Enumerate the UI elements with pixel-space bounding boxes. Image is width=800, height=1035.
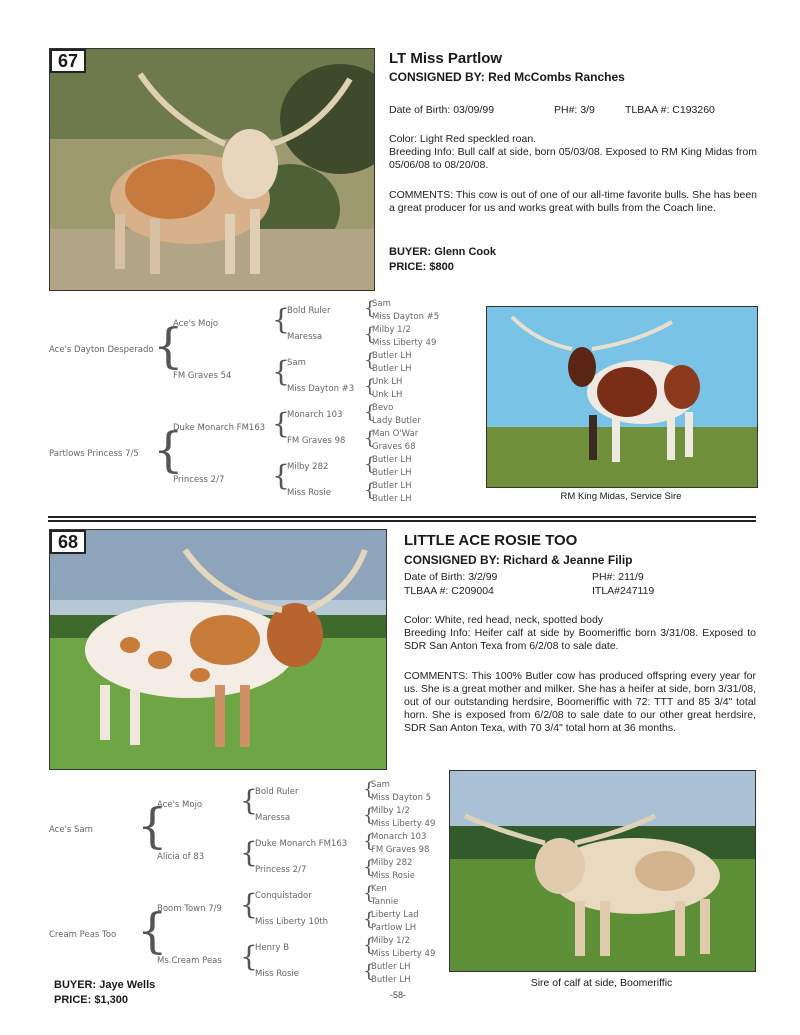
date-of-birth: Date of Birth: 3/2/99 bbox=[404, 571, 498, 583]
bracket: { bbox=[137, 903, 168, 959]
pedigree-g11: Partlow LH bbox=[371, 923, 417, 933]
pedigree-g14: Butler LH bbox=[371, 962, 411, 972]
buyer: BUYER: Glenn Cook bbox=[389, 246, 496, 258]
pedigree-g5: FM Graves 98 bbox=[371, 845, 430, 855]
lot67-cow-photo bbox=[49, 48, 375, 291]
pedigree-g5: Butler LH bbox=[372, 364, 412, 374]
pedigree-ddd: Miss Rosie bbox=[255, 969, 299, 979]
lot-number: 68 bbox=[50, 530, 86, 554]
ph-number: PH#: 3/9 bbox=[554, 104, 595, 116]
calf-sire-caption: Sire of calf at side, Boomeriffic bbox=[530, 977, 673, 989]
bracket: { bbox=[240, 836, 258, 869]
pedigree-g1: Miss Dayton 5 bbox=[371, 793, 432, 803]
pedigree-ds: Duke Monarch FM163 bbox=[173, 423, 266, 433]
bracket: { bbox=[272, 459, 290, 492]
bracket: { bbox=[240, 888, 258, 921]
pedigree-g13: Butler LH bbox=[372, 468, 412, 478]
pedigree-sire: Ace's Dayton Desperado bbox=[49, 345, 154, 355]
bracket: { bbox=[363, 805, 375, 826]
bracket: { bbox=[272, 303, 290, 336]
pedigree-g10: Man O'War bbox=[372, 429, 419, 439]
price: PRICE: $800 bbox=[389, 261, 454, 273]
page-number: -58- bbox=[390, 990, 407, 1000]
pedigree-dss: Monarch 103 bbox=[287, 410, 343, 420]
pedigree-g4: Butler LH bbox=[372, 351, 412, 361]
pedigree-g10: Liberty Lad bbox=[371, 910, 419, 920]
pedigree-sdd: Miss Dayton #3 bbox=[287, 384, 355, 394]
bracket: { bbox=[364, 376, 376, 397]
color-info: Color: White, red head, neck, spotted body bbox=[404, 614, 604, 626]
pedigree-dam: Partlows Princess 7/5 bbox=[49, 449, 139, 459]
comments: COMMENTS: This 100% Butler cow has produced offspring every year for us. She is a great mother and milker. She has a heifer at side, born 3/31/08, out of our outstanding herdsire, Boomeriffic with 72: TTT and 85 3/4" total horn. She is exposed from 6/2/08 to sale date to our other great herdsire, SDR San Anton Texa, with 70 3/4" total horn at 36 months. bbox=[404, 670, 756, 734]
pedigree-g7: Miss Rosie bbox=[371, 871, 415, 881]
pedigree-dss: Conquistador bbox=[255, 891, 312, 901]
buyer: BUYER: Jaye Wells bbox=[54, 979, 156, 991]
bracket: { bbox=[363, 909, 375, 930]
breeding-info: Breeding Info: Heifer calf at side by Boomeriffic born 3/31/08. Exposed to SDR San Anton Texa from 6/2/08 to sale date. bbox=[404, 627, 756, 652]
pedigree-dds: Henry B bbox=[255, 943, 290, 953]
pedigree-g7: Unk LH bbox=[372, 390, 403, 400]
pedigree-sds: Duke Monarch FM163 bbox=[255, 839, 348, 849]
bracket: { bbox=[272, 407, 290, 440]
bracket: { bbox=[364, 350, 376, 371]
section-divider bbox=[48, 520, 756, 522]
pedigree-g9: Tannie bbox=[371, 897, 399, 907]
consigned-by: CONSIGNED BY: Red McCombs Ranches bbox=[389, 70, 625, 84]
lot-number: 67 bbox=[50, 49, 86, 73]
bracket: { bbox=[364, 324, 376, 345]
lot68-cow-photo bbox=[49, 529, 387, 770]
pedigree-g3: Miss Liberty 49 bbox=[371, 819, 436, 829]
pedigree-sss: Bold Ruler bbox=[255, 787, 299, 797]
bracket: { bbox=[364, 480, 376, 501]
pedigree-dam: Cream Peas Too bbox=[49, 930, 117, 940]
pedigree-g3: Miss Liberty 49 bbox=[372, 338, 437, 348]
bracket: { bbox=[240, 940, 258, 973]
pedigree-dsd: FM Graves 98 bbox=[287, 436, 346, 446]
bull-photo-illustration bbox=[450, 771, 755, 971]
pedigree-g12: Milby 1/2 bbox=[371, 936, 410, 946]
pedigree-ds: Boom Town 7/9 bbox=[157, 904, 222, 914]
pedigree-g0: Sam bbox=[371, 780, 390, 790]
cow-photo-illustration bbox=[50, 49, 374, 290]
bracket: { bbox=[364, 402, 376, 423]
pedigree-g11: Graves 68 bbox=[372, 442, 416, 452]
date-of-birth: Date of Birth: 03/09/99 bbox=[389, 104, 495, 116]
pedigree-g6: Milby 282 bbox=[371, 858, 413, 868]
bracket: { bbox=[363, 961, 375, 982]
pedigree-g4: Monarch 103 bbox=[371, 832, 427, 842]
tlbaa-number: TLBAA #: C193260 bbox=[625, 104, 715, 116]
pedigree-sds: Sam bbox=[287, 358, 306, 368]
pedigree-g2: Milby 1/2 bbox=[371, 806, 410, 816]
pedigree-ss: Ace's Mojo bbox=[173, 319, 219, 329]
bracket: { bbox=[363, 831, 375, 852]
pedigree-g12: Butler LH bbox=[372, 455, 412, 465]
itla-number: ITLA#247119 bbox=[592, 585, 655, 597]
pedigree-sd: Alicia of 83 bbox=[157, 852, 205, 862]
breeding-info: Breeding Info: Bull calf at side, born 05/03/08. Exposed to RM King Midas from 05/06/08 to 08/20/08. bbox=[389, 146, 757, 171]
cow-photo-illustration bbox=[50, 530, 386, 769]
consigned-by: CONSIGNED BY: Richard & Jeanne Filip bbox=[404, 553, 633, 567]
pedigree-dd: Princess 2/7 bbox=[173, 475, 225, 485]
pedigree-g14: Butler LH bbox=[372, 481, 412, 491]
pedigree-ssd: Maressa bbox=[255, 813, 291, 823]
ph-number: PH#: 211/9 bbox=[592, 571, 644, 583]
bracket: { bbox=[272, 355, 290, 388]
bracket: { bbox=[240, 784, 258, 817]
pedigree-g13: Miss Liberty 49 bbox=[371, 949, 436, 959]
color-info: Color: Light Red speckled roan. bbox=[389, 133, 537, 145]
calf-sire-photo bbox=[449, 770, 756, 972]
pedigree-g2: Milby 1/2 bbox=[372, 325, 411, 335]
pedigree-sdd: Princess 2/7 bbox=[255, 865, 307, 875]
bracket: { bbox=[153, 318, 184, 374]
pedigree-ss: Ace's Mojo bbox=[157, 800, 203, 810]
tlbaa-number: TLBAA #: C209004 bbox=[404, 585, 494, 597]
bull-photo-illustration bbox=[487, 307, 757, 487]
bracket: { bbox=[364, 298, 376, 319]
bracket: { bbox=[137, 798, 168, 854]
pedigree-dds: Milby 282 bbox=[287, 462, 329, 472]
price: PRICE: $1,300 bbox=[54, 994, 128, 1006]
service-sire-caption: RM King Midas, Service Sire bbox=[560, 491, 682, 502]
pedigree-g8: Ken bbox=[371, 884, 387, 894]
pedigree-sss: Bold Ruler bbox=[287, 306, 331, 316]
pedigree-sire: Ace's Sam bbox=[49, 825, 93, 835]
bracket: { bbox=[363, 935, 375, 956]
pedigree-g15: Butler LH bbox=[372, 494, 412, 504]
lot-title: LITTLE ACE ROSIE TOO bbox=[404, 532, 578, 549]
bracket: { bbox=[364, 428, 376, 449]
pedigree-dsd: Miss Liberty 10th bbox=[255, 917, 329, 927]
service-sire-photo bbox=[486, 306, 758, 488]
pedigree-ddd: Miss Rosie bbox=[287, 488, 331, 498]
bracket: { bbox=[363, 779, 375, 800]
pedigree-dd: Ms.Cream Peas bbox=[157, 956, 222, 966]
pedigree-g8: Bevo bbox=[372, 403, 394, 413]
bracket: { bbox=[363, 883, 375, 904]
pedigree-g15: Butler LH bbox=[371, 975, 411, 985]
pedigree-ssd: Maressa bbox=[287, 332, 323, 342]
pedigree-sd: FM Graves 54 bbox=[173, 371, 232, 381]
bracket: { bbox=[153, 422, 184, 478]
pedigree-g9: Lady Butler bbox=[372, 416, 421, 426]
bracket: { bbox=[364, 454, 376, 475]
pedigree-g0: Sam bbox=[372, 299, 391, 309]
pedigree-g6: Unk LH bbox=[372, 377, 403, 387]
lot-title: LT Miss Partlow bbox=[389, 50, 503, 67]
pedigree-g1: Miss Dayton #5 bbox=[372, 312, 440, 322]
comments: COMMENTS: This cow is out of one of our all-time favorite bulls. She has been a great producer for us and works great with bulls from the Coach line. bbox=[389, 189, 757, 214]
bracket: { bbox=[363, 857, 375, 878]
section-divider bbox=[48, 516, 756, 518]
